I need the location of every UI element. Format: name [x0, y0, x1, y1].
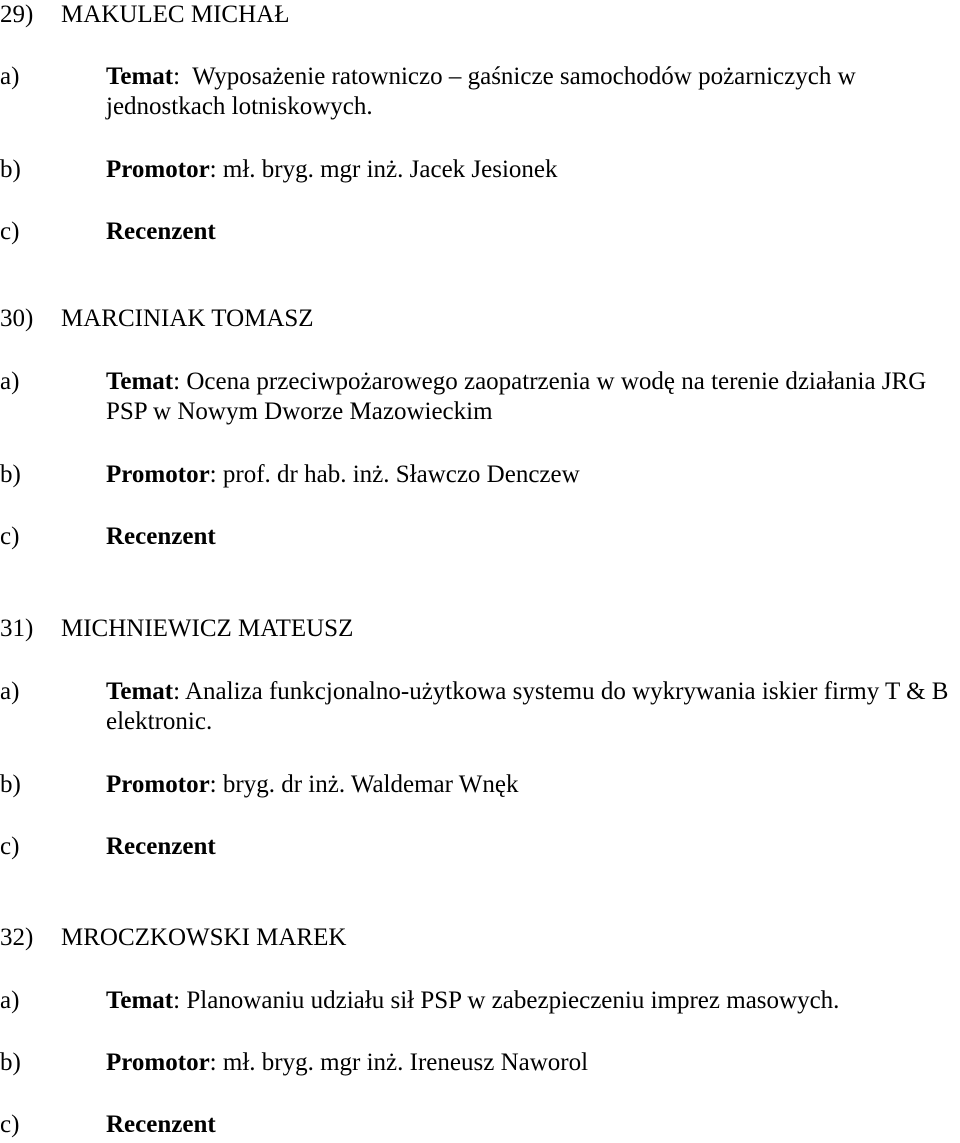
entry-header: [0, 614, 960, 644]
recenzent-label: Recenzent: [106, 833, 216, 860]
entry-number: 32): [0, 924, 34, 951]
item-letter: c): [0, 1111, 20, 1138]
temat-label: Temat: [106, 63, 174, 90]
entry-header: [0, 923, 960, 953]
entry-32: [0, 923, 960, 953]
item-letter: a): [0, 368, 20, 395]
promotor-text: mł. bryg. mgr inż. Jacek Jesionek: [222, 156, 558, 183]
temat-item: [0, 986, 960, 1016]
promotor-label: Promotor: [106, 461, 210, 488]
item-letter: c): [0, 218, 20, 245]
temat-label: Temat: [106, 368, 174, 395]
entry-30: [0, 304, 960, 334]
recenzent-label: Recenzent: [106, 1111, 216, 1138]
temat-text: Ocena przeciwpożarowego zaopatrzenia w wodę na terenie działania JRG PSP w Nowym Dworze Mazowieckim: [106, 368, 927, 425]
promotor-label: Promotor: [106, 1049, 210, 1076]
item-letter: b): [0, 461, 21, 488]
entry-header: [0, 304, 960, 334]
promotor-body: Promotor: mł. bryg. mgr inż. Ireneusz Naworol: [106, 1049, 589, 1076]
promotor-text: bryg. dr inż. Waldemar Wnęk: [222, 771, 519, 798]
promotor-body: Promotor: prof. dr hab. inż. Sławczo Denczew: [106, 461, 580, 488]
entry-header: [0, 0, 960, 30]
temat-text: Analiza funkcjonalno-użytkowa systemu do wykrywania iskier firmy T & B elektronic.: [106, 678, 949, 735]
item-letter: b): [0, 1049, 21, 1076]
student-name: MICHNIEWICZ MATEUSZ: [61, 615, 354, 642]
recenzent-label: Recenzent: [106, 218, 216, 245]
recenzent-label: Recenzent: [106, 523, 216, 550]
entry-number: 29): [0, 1, 34, 28]
promotor-label: Promotor: [106, 156, 210, 183]
entry-number: 30): [0, 305, 34, 332]
item-letter: b): [0, 156, 21, 183]
recenzent-item: [0, 832, 960, 862]
temat-body: Temat: Ocena przeciwpożarowego zaopatrzenia w wodę na terenie działania JRG PSP w Nowym Dworze Mazowieckim: [106, 368, 927, 425]
student-name: MAKULEC MICHAŁ: [61, 1, 290, 28]
promotor-text: prof. dr hab. inż. Sławczo Denczew: [222, 461, 580, 488]
item-letter: a): [0, 63, 20, 90]
recenzent-item: [0, 522, 960, 552]
recenzent-body: [106, 1110, 960, 1140]
student-name: MROCZKOWSKI MAREK: [61, 924, 347, 951]
item-letter: c): [0, 833, 20, 860]
temat-body: Temat: Planowaniu udziału sił PSP w zabezpieczeniu imprez masowych.: [106, 987, 840, 1014]
promotor-text: mł. bryg. mgr inż. Ireneusz Naworol: [222, 1049, 589, 1076]
promotor-item: [0, 770, 960, 800]
temat-body: Temat: Wyposażenie ratowniczo – gaśnicze samochodów pożarniczych w jednostkach lotniskowych.: [106, 63, 856, 120]
item-letter: a): [0, 987, 20, 1014]
recenzent-item: [0, 1110, 960, 1140]
promotor-item: [0, 155, 960, 185]
recenzent-body: [106, 522, 960, 552]
temat-label: Temat: [106, 678, 174, 705]
recenzent-body: [106, 217, 960, 247]
temat-text: Wyposażenie ratowniczo – gaśnicze samochodów pożarniczych w jednostkach lotniskowych.: [106, 63, 856, 120]
promotor-body: Promotor: bryg. dr inż. Waldemar Wnęk: [106, 771, 519, 798]
temat-label: Temat: [106, 987, 174, 1014]
temat-item: [0, 62, 960, 122]
item-letter: c): [0, 523, 20, 550]
item-letter: a): [0, 678, 20, 705]
promotor-item: [0, 1048, 960, 1078]
promotor-item: [0, 460, 960, 490]
temat-item: [0, 367, 960, 427]
student-name: MARCINIAK TOMASZ: [61, 305, 314, 332]
entry-31: [0, 614, 960, 644]
promotor-body: Promotor: mł. bryg. mgr inż. Jacek Jesionek: [106, 156, 558, 183]
recenzent-body: [106, 832, 960, 862]
entry-number: 31): [0, 615, 34, 642]
recenzent-item: [0, 217, 960, 247]
item-letter: b): [0, 771, 21, 798]
temat-item: [0, 677, 960, 737]
temat-body: Temat: Analiza funkcjonalno-użytkowa systemu do wykrywania iskier firmy T & B elektronic.: [106, 678, 949, 735]
temat-text: Planowaniu udziału sił PSP w zabezpieczeniu imprez masowych.: [186, 987, 840, 1014]
entry-29: [0, 0, 960, 30]
promotor-label: Promotor: [106, 771, 210, 798]
